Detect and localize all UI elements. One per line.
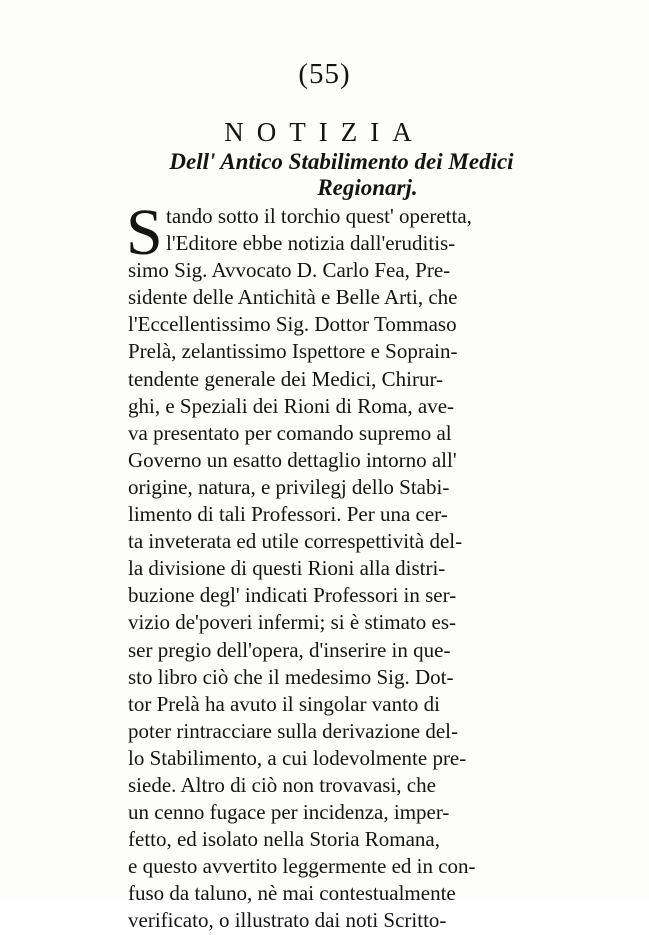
text-line: l'Editore ebbe notizia dall'eruditis- [166,231,456,256]
text-line: la divisione di questi Rioni alla distri- [128,556,446,581]
text-line: va presentato per comando supremo al [128,420,452,445]
text-line: sto libro ciò che il medesimo Sig. Dot- [128,664,454,689]
text-line: lo Stabilimento, a cui lodevolmente pre- [128,745,467,770]
text-line: Governo un esatto dettaglio intorno all' [128,447,457,472]
text-line: vizio de'poveri infermi; si è stimato es- [128,610,457,635]
text-line: poter rintracciare sulla derivazione del- [128,718,458,743]
page-number: (55) [298,58,351,90]
text-line: buzione degl' indicati Professori in ser- [128,583,457,608]
text-line: un cenno fugace per incidenza, imper- [128,800,450,825]
text-line: origine, natura, e privilegj dello Stabi- [128,474,450,499]
text-line: verificato, o illustrato dai noti Scritto- [128,908,447,933]
text-line: sidente delle Antichità e Belle Arti, che [128,285,458,310]
text-line: limento di tali Professori. Per una cer- [128,502,448,527]
text-line: ghi, e Speziali dei Rioni di Roma, ave- [128,393,455,418]
text-line: simo Sig. Avvocato D. Carlo Fea, Pre- [128,258,451,283]
subtitle-line-2: Regionarj. [317,175,418,200]
text-line: tor Prelà ha avuto il singolar vanto di [128,691,441,716]
text-line: tendente generale dei Medici, Chirur- [128,366,444,391]
text-line: tando sotto il torchio quest' operetta, [166,204,472,228]
subtitle-line-1: Dell' Antico Stabilimento dei Medici [169,149,514,174]
text-line: siede. Altro di ciò non trovavasi, che [128,772,436,797]
chapter-subtitle [0,149,649,201]
text-line: ta inveterata ed utile correspettività del- [128,529,463,554]
text-line: ser pregio dell'opera, d'inserire in que- [128,637,451,662]
drop-capital: S [126,196,163,269]
text-line: fuso da taluno, nè mai contestualmente [128,881,456,906]
text-line: e questo avvertito leggermente ed in con- [128,854,476,879]
text-line: l'Eccellentissimo Sig. Dottor Tommaso [128,312,457,337]
text-line: fetto, ed isolato nella Storia Romana, [128,827,441,852]
chapter-title: NOTIZIA [224,117,425,147]
body-text [126,196,528,935]
text-line: Prelà, zelantissimo Ispettore e Soprain- [128,339,458,364]
